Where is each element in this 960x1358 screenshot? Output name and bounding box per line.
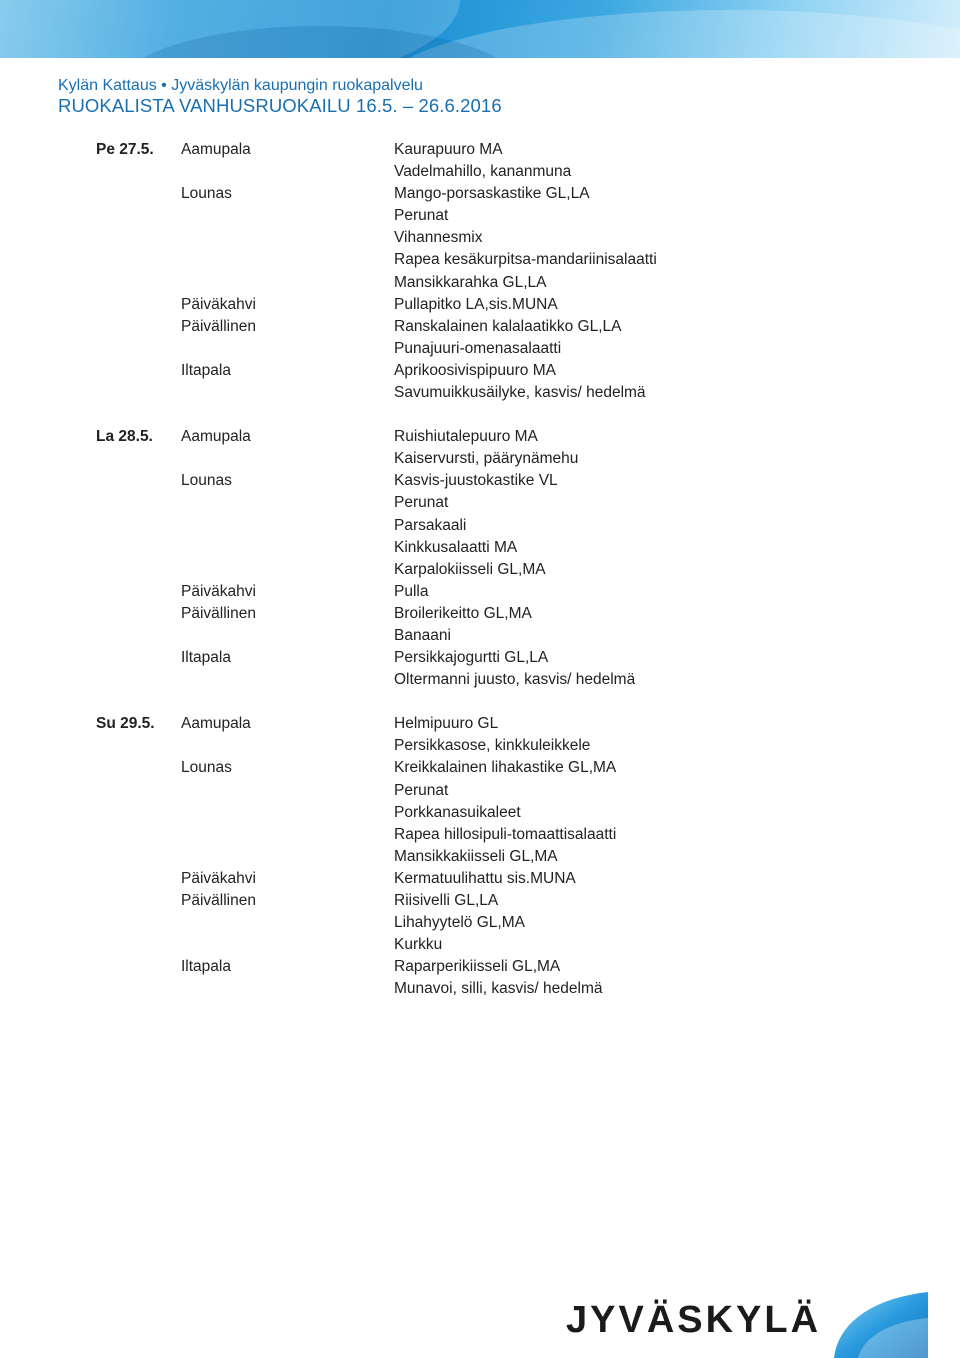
day-date xyxy=(96,846,181,868)
menu-row xyxy=(96,492,896,514)
day-date xyxy=(96,470,181,492)
dish-name: Perunat xyxy=(394,207,449,225)
menu-list xyxy=(96,139,896,1022)
dish-name: Vadelmahillo, kananmuna xyxy=(394,163,572,181)
menu-row xyxy=(96,227,896,249)
menu-row xyxy=(96,515,896,537)
meal-name: Iltapala xyxy=(181,361,231,379)
day-section xyxy=(96,139,896,404)
menu-row xyxy=(96,780,896,802)
menu-row xyxy=(96,338,896,360)
meal-name xyxy=(181,978,394,1000)
menu-row xyxy=(96,426,896,448)
meal-name: Iltapala xyxy=(181,649,231,667)
dish-name: Kaurapuuro MA xyxy=(394,141,503,158)
document-header xyxy=(58,76,502,117)
dish-name: Karpalokiisseli GL,MA xyxy=(394,560,546,578)
dish-name: Rapea kesäkurpitsa-mandariinisalaatti xyxy=(394,251,657,269)
day-date xyxy=(96,824,181,846)
meal-name xyxy=(181,515,394,537)
day-date xyxy=(96,780,181,802)
menu-row xyxy=(96,802,896,824)
day-date xyxy=(96,956,181,978)
day-date: Pe 27.5. xyxy=(96,141,154,158)
dish-name: Punajuuri-omenasalaatti xyxy=(394,339,562,357)
day-section xyxy=(96,713,896,1000)
day-date xyxy=(96,647,181,669)
meal-name xyxy=(181,669,394,691)
organization-line: Kylän Kattaus • Jyväskylän kaupungin ruokapalvelu xyxy=(58,77,423,94)
day-date xyxy=(96,581,181,603)
dish-name: Kurkku xyxy=(394,936,443,954)
day-date xyxy=(96,360,181,382)
dish-name: Ranskalainen kalalaatikko GL,LA xyxy=(394,317,622,335)
day-date xyxy=(96,603,181,625)
logo-wordmark: JYVÄSKYLÄ xyxy=(566,1299,822,1341)
menu-row xyxy=(96,139,896,161)
dish-name: Aprikoosivispipuuro MA xyxy=(394,361,556,379)
meal-name xyxy=(181,846,394,868)
menu-row xyxy=(96,581,896,603)
meal-name: Aamupala xyxy=(181,141,251,158)
day-date xyxy=(96,978,181,1000)
day-date xyxy=(96,669,181,691)
menu-row xyxy=(96,647,896,669)
meal-name xyxy=(181,735,394,757)
dish-name: Persikkasose, kinkkuleikkele xyxy=(394,737,591,755)
dish-name: Parsakaali xyxy=(394,516,467,534)
day-date xyxy=(96,183,181,205)
day-date xyxy=(96,272,181,294)
day-date xyxy=(96,382,181,404)
day-date: La 28.5. xyxy=(96,428,153,446)
day-section xyxy=(96,426,896,691)
meal-name: Päiväkahvi xyxy=(181,869,256,887)
menu-row xyxy=(96,360,896,382)
meal-name: Iltapala xyxy=(181,958,231,976)
dish-name: Mansikkarahka GL,LA xyxy=(394,273,547,291)
dish-name: Pulla xyxy=(394,582,429,600)
day-date xyxy=(96,448,181,470)
dish-name: Perunat xyxy=(394,781,449,799)
menu-row xyxy=(96,316,896,338)
day-date xyxy=(96,316,181,338)
dish-name: Oltermanni juusto, kasvis/ hedelmä xyxy=(394,671,636,689)
menu-row xyxy=(96,757,896,779)
menu-row xyxy=(96,183,896,205)
meal-name: Päivällinen xyxy=(181,892,256,909)
dish-name: Lihahyytelö GL,MA xyxy=(394,914,525,932)
day-date xyxy=(96,161,181,183)
meal-name xyxy=(181,338,394,360)
dish-name: Munavoi, silli, kasvis/ hedelmä xyxy=(394,980,603,998)
day-date xyxy=(96,934,181,956)
menu-row xyxy=(96,846,896,868)
meal-name xyxy=(181,448,394,470)
menu-row xyxy=(96,470,896,492)
meal-name xyxy=(181,780,394,802)
day-date xyxy=(96,294,181,316)
day-date xyxy=(96,205,181,227)
menu-row xyxy=(96,912,896,934)
menu-row xyxy=(96,161,896,183)
day-date xyxy=(96,912,181,934)
dish-name: Pullapitko LA,sis.MUNA xyxy=(394,295,558,313)
meal-name xyxy=(181,161,394,183)
day-date xyxy=(96,757,181,779)
meal-name xyxy=(181,227,394,249)
day-date xyxy=(96,227,181,249)
day-date xyxy=(96,492,181,514)
logo-wave-icon xyxy=(824,1292,928,1358)
meal-name xyxy=(181,249,394,271)
menu-row xyxy=(96,735,896,757)
day-date xyxy=(96,559,181,581)
dish-name: Mansikkakiisseli GL,MA xyxy=(394,847,558,865)
meal-name: Lounas xyxy=(181,185,232,203)
dish-name: Kinkkusalaatti MA xyxy=(394,538,518,556)
dish-name: Riisivelli GL,LA xyxy=(394,892,499,909)
day-date xyxy=(96,802,181,824)
menu-row xyxy=(96,537,896,559)
menu-title: RUOKALISTA VANHUSRUOKAILU 16.5. – 26.6.2016 xyxy=(58,95,502,116)
menu-row xyxy=(96,978,896,1000)
dish-name: Mango-porsaskastike GL,LA xyxy=(394,185,590,203)
dish-name: Ruishiutalepuuro MA xyxy=(394,428,538,446)
dish-name: Kermatuulihattu sis.MUNA xyxy=(394,869,576,887)
meal-name: Aamupala xyxy=(181,715,251,733)
dish-name: Banaani xyxy=(394,626,451,644)
menu-row xyxy=(96,824,896,846)
meal-name: Päiväkahvi xyxy=(181,295,256,313)
day-date xyxy=(96,625,181,647)
day-date: Su 29.5. xyxy=(96,715,155,733)
dish-name: Persikkajogurtti GL,LA xyxy=(394,649,549,667)
day-date xyxy=(96,890,181,912)
menu-row xyxy=(96,448,896,470)
menu-row xyxy=(96,294,896,316)
menu-row xyxy=(96,382,896,404)
meal-name xyxy=(181,912,394,934)
meal-name xyxy=(181,934,394,956)
dish-name: Raparperikiisseli GL,MA xyxy=(394,958,561,976)
meal-name: Päivällinen xyxy=(181,604,256,622)
menu-row xyxy=(96,249,896,271)
meal-name xyxy=(181,382,394,404)
dish-name: Broilerikeitto GL,MA xyxy=(394,604,532,622)
meal-name: Lounas xyxy=(181,472,232,490)
jyvaskyla-logo xyxy=(566,1292,960,1358)
meal-name: Lounas xyxy=(181,759,232,777)
meal-name xyxy=(181,559,394,581)
menu-row xyxy=(96,272,896,294)
meal-name xyxy=(181,537,394,559)
day-date xyxy=(96,868,181,890)
dish-name: Vihannesmix xyxy=(394,229,483,247)
meal-name xyxy=(181,625,394,647)
dish-name: Helmipuuro GL xyxy=(394,715,499,733)
menu-row xyxy=(96,934,896,956)
menu-row xyxy=(96,603,896,625)
menu-row xyxy=(96,956,896,978)
dish-name: Kreikkalainen lihakastike GL,MA xyxy=(394,759,617,777)
menu-row xyxy=(96,205,896,227)
menu-row xyxy=(96,713,896,735)
dish-name: Kaiservursti, päärynämehu xyxy=(394,450,579,468)
day-date xyxy=(96,338,181,360)
menu-row xyxy=(96,868,896,890)
dish-name: Rapea hillosipuli-tomaattisalaatti xyxy=(394,825,617,843)
meal-name xyxy=(181,802,394,824)
day-date xyxy=(96,249,181,271)
meal-name xyxy=(181,272,394,294)
meal-name xyxy=(181,824,394,846)
meal-name: Päivällinen xyxy=(181,317,256,335)
day-date xyxy=(96,537,181,559)
day-date xyxy=(96,515,181,537)
menu-row xyxy=(96,669,896,691)
dish-name: Perunat xyxy=(394,494,449,512)
menu-row xyxy=(96,559,896,581)
dish-name: Savumuikkusäilyke, kasvis/ hedelmä xyxy=(394,384,646,402)
meal-name xyxy=(181,205,394,227)
meal-name xyxy=(181,492,394,514)
top-banner xyxy=(0,0,960,58)
dish-name: Porkkanasuikaleet xyxy=(394,803,521,821)
day-date xyxy=(96,735,181,757)
menu-row xyxy=(96,890,896,912)
meal-name: Päiväkahvi xyxy=(181,582,256,600)
menu-row xyxy=(96,625,896,647)
meal-name: Aamupala xyxy=(181,428,251,446)
dish-name: Kasvis-juustokastike VL xyxy=(394,472,558,490)
